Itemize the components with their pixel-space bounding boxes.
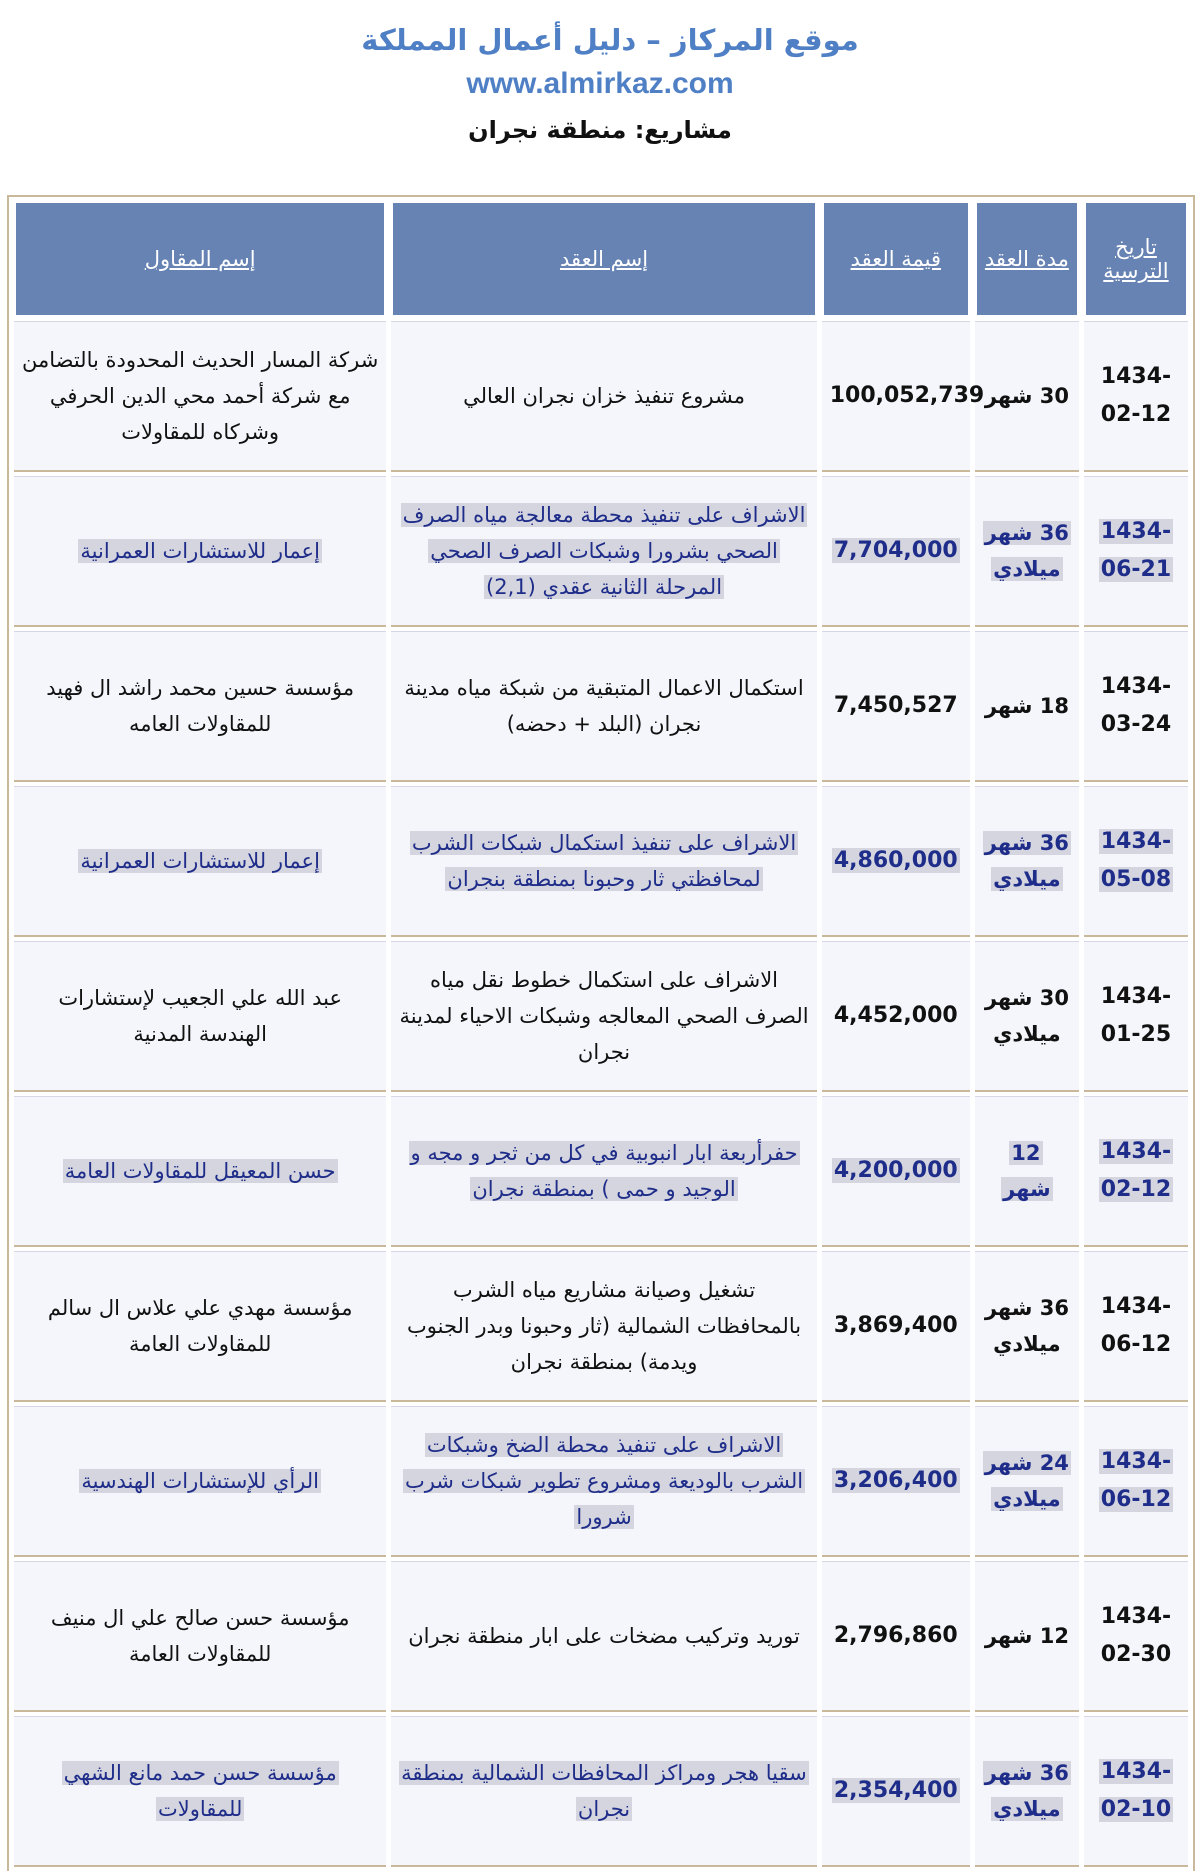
cell-date bbox=[1084, 631, 1188, 782]
cell-contractor-text: مؤسسة حسن حمد مانع الشهي للمقاولات bbox=[63, 1761, 337, 1821]
cell-contract-name-text: الاشراف على تنفيذ محطة معالجة مياه الصرف الصحي بشرورا وشبكات الصرف الصحي المرحلة الثانية عقدي (2,1) bbox=[402, 503, 806, 599]
cell-value-text: 2,796,860 bbox=[833, 1623, 958, 1648]
cell-contract-name-text: حفرأربعة ابار انبوبية في كل من ثجر و مجه و الوجيد و حمى ) بمنطقة نجران bbox=[410, 1141, 798, 1201]
cell-value-text: 4,452,000 bbox=[833, 1003, 958, 1028]
table-row bbox=[14, 941, 1188, 1092]
cell-value bbox=[822, 941, 970, 1092]
cell-duration bbox=[975, 631, 1079, 782]
table-row bbox=[14, 1096, 1188, 1247]
column-header-contract-name: إسم العقد bbox=[391, 201, 816, 317]
cell-contractor-text: مؤسسة حسين محمد راشد ال فهيد للمقاولات العامه bbox=[46, 676, 355, 736]
cell-contractor bbox=[14, 476, 386, 627]
cell-contractor-text: شركة المسار الحديث المحدودة بالتضامن مع شركة أحمد محي الدين الحرفي وشركاه للمقاولات bbox=[22, 348, 379, 444]
cell-duration-text: 12 شهر bbox=[984, 1624, 1069, 1648]
cell-contract-name-text: الاشراف على تنفيذ استكمال شبكات الشرب لمحافظتي ثار وحبونا بمنطقة بنجران bbox=[411, 831, 797, 891]
cell-duration-text: 36 شهر ميلادي bbox=[984, 831, 1069, 891]
table-row bbox=[14, 1251, 1188, 1402]
cell-contract-name-text: استكمال الاعمال المتبقية من شبكة مياه مدينة نجران (البلد + دحضه) bbox=[404, 676, 804, 736]
cell-contractor bbox=[14, 321, 386, 472]
cell-date bbox=[1084, 1716, 1188, 1867]
cell-duration bbox=[975, 1406, 1079, 1557]
table-row bbox=[14, 1716, 1188, 1867]
cell-date-text: 1434-02-12 bbox=[1100, 364, 1172, 427]
table-row bbox=[14, 786, 1188, 937]
cell-contractor-text: الرأي للإستشارات الهندسية bbox=[81, 1469, 319, 1493]
cell-contractor-text: مؤسسة مهدي علي علاس ال سالم للمقاولات العامة bbox=[47, 1296, 353, 1356]
cell-contractor bbox=[14, 1716, 386, 1867]
projects-table bbox=[7, 195, 1195, 1871]
cell-contract-name bbox=[391, 941, 816, 1092]
cell-duration bbox=[975, 786, 1079, 937]
cell-duration bbox=[975, 941, 1079, 1092]
table-body bbox=[14, 321, 1188, 1867]
cell-duration-text: 36 شهر ميلادي bbox=[984, 1761, 1069, 1821]
cell-date bbox=[1084, 1251, 1188, 1402]
cell-value bbox=[822, 786, 970, 937]
cell-date-text: 1434-06-21 bbox=[1100, 519, 1172, 582]
cell-contractor bbox=[14, 631, 386, 782]
cell-duration-text: 36 شهر ميلادي bbox=[984, 521, 1069, 581]
cell-contract-name bbox=[391, 631, 816, 782]
projects-table-container bbox=[7, 195, 1195, 1871]
cell-contractor bbox=[14, 941, 386, 1092]
site-url-link[interactable]: www.almirkaz.com bbox=[466, 67, 734, 100]
cell-value-text: 4,200,000 bbox=[833, 1158, 958, 1183]
cell-date-text: 1434-05-08 bbox=[1100, 829, 1172, 892]
cell-contract-name bbox=[391, 321, 816, 472]
cell-value-text: 3,869,400 bbox=[833, 1313, 958, 1338]
cell-contract-name bbox=[391, 1251, 816, 1402]
column-header-date: تاريخ الترسية bbox=[1084, 201, 1188, 317]
cell-contract-name-text: توريد وتركيب مضخات على ابار منطقة نجران bbox=[408, 1624, 800, 1648]
cell-value bbox=[822, 631, 970, 782]
cell-value-text: 3,206,400 bbox=[833, 1468, 958, 1493]
cell-value-text: 7,704,000 bbox=[833, 538, 958, 563]
cell-value bbox=[822, 321, 985, 472]
table-header-row bbox=[14, 201, 1188, 317]
cell-duration-text: 18 شهر bbox=[984, 694, 1069, 718]
cell-duration bbox=[975, 476, 1079, 627]
cell-contract-name bbox=[391, 1406, 816, 1557]
cell-contractor bbox=[14, 1561, 386, 1712]
cell-date bbox=[1084, 476, 1188, 627]
cell-date-text: 1434-06-12 bbox=[1100, 1294, 1172, 1357]
cell-duration bbox=[975, 321, 1079, 472]
page-subtitle: مشاريع: منطقة نجران bbox=[468, 116, 732, 144]
cell-contract-name bbox=[391, 1561, 816, 1712]
cell-value bbox=[822, 1251, 970, 1402]
cell-contract-name bbox=[391, 1096, 816, 1247]
cell-contractor bbox=[14, 1406, 386, 1557]
cell-duration-text: 12 شهر bbox=[1003, 1141, 1051, 1201]
cell-date-text: 1434-01-25 bbox=[1100, 984, 1172, 1047]
cell-duration-text: 30 شهر ميلادي bbox=[984, 986, 1069, 1046]
cell-contract-name bbox=[391, 476, 816, 627]
column-header-duration: مدة العقد bbox=[975, 201, 1079, 317]
cell-value bbox=[822, 1716, 970, 1867]
cell-date bbox=[1084, 1096, 1188, 1247]
cell-contract-name bbox=[391, 1716, 816, 1867]
cell-date-text: 1434-02-30 bbox=[1100, 1604, 1172, 1667]
cell-date-text: 1434-03-24 bbox=[1100, 674, 1172, 737]
cell-contractor-text: عبد الله علي الجعيب لإستشارات الهندسة المدنية bbox=[58, 986, 343, 1046]
cell-duration bbox=[975, 1251, 1079, 1402]
cell-contractor-text: حسن المعيقل للمقاولات العامة bbox=[64, 1159, 336, 1183]
cell-contract-name-text: سقيا هجر ومراكز المحافظات الشمالية بمنطقة نجران bbox=[401, 1761, 807, 1821]
cell-date bbox=[1084, 941, 1188, 1092]
table-row bbox=[14, 1561, 1188, 1712]
cell-date bbox=[1084, 321, 1188, 472]
cell-contract-name-text: الاشراف على استكمال خطوط نقل مياه الصرف الصحي المعالجه وشبكات الاحياء لمدينة نجران bbox=[399, 968, 809, 1064]
cell-date-text: 1434-02-10 bbox=[1100, 1759, 1172, 1822]
cell-value-text: 2,354,400 bbox=[833, 1778, 958, 1803]
cell-duration bbox=[975, 1716, 1079, 1867]
cell-contractor-text: إعمار للاستشارات العمرانية bbox=[80, 539, 320, 563]
table-row bbox=[14, 1406, 1188, 1557]
cell-contract-name-text: مشروع تنفيذ خزان نجران العالي bbox=[463, 384, 745, 408]
column-header-contractor: إسم المقاول bbox=[14, 201, 386, 317]
cell-duration bbox=[975, 1096, 1079, 1247]
site-title: موقع المركاز – دليل أعمال المملكة bbox=[361, 23, 859, 57]
cell-duration bbox=[975, 1561, 1079, 1712]
cell-date bbox=[1084, 786, 1188, 937]
cell-value bbox=[822, 1406, 970, 1557]
column-header-value: قيمة العقد bbox=[822, 201, 970, 317]
table-row bbox=[14, 321, 1188, 472]
page-header bbox=[0, 18, 1200, 150]
cell-date-text: 1434-06-12 bbox=[1100, 1449, 1172, 1512]
cell-contractor bbox=[14, 786, 386, 937]
table-row bbox=[14, 631, 1188, 782]
cell-date bbox=[1084, 1406, 1188, 1557]
cell-contract-name-text: تشغيل وصيانة مشاريع مياه الشرب بالمحافظات الشمالية (ثار وحبونا وبدر الجنوب ويدمة) بمنطقة نجران bbox=[407, 1278, 802, 1374]
table-row bbox=[14, 476, 1188, 627]
cell-contractor-text: إعمار للاستشارات العمرانية bbox=[80, 849, 320, 873]
cell-contractor-text: مؤسسة حسن صالح علي ال منيف للمقاولات العامة bbox=[50, 1606, 350, 1666]
cell-value-text: 100,052,739 bbox=[829, 383, 985, 408]
cell-value-text: 4,860,000 bbox=[833, 848, 958, 873]
cell-contract-name bbox=[391, 786, 816, 937]
cell-value bbox=[822, 476, 970, 627]
cell-duration-text: 24 شهر ميلادي bbox=[984, 1451, 1069, 1511]
cell-contractor bbox=[14, 1096, 386, 1247]
cell-duration-text: 36 شهر ميلادي bbox=[984, 1296, 1069, 1356]
cell-date-text: 1434-02-12 bbox=[1100, 1139, 1172, 1202]
cell-value bbox=[822, 1561, 970, 1712]
cell-value bbox=[822, 1096, 970, 1247]
cell-value-text: 7,450,527 bbox=[833, 693, 958, 718]
cell-duration-text: 30 شهر bbox=[984, 384, 1069, 408]
cell-contract-name-text: الاشراف على تنفيذ محطة الضخ وشبكات الشرب بالوديعة ومشروع تطوير شبكات شرب شرورا bbox=[404, 1433, 804, 1529]
cell-contractor bbox=[14, 1251, 386, 1402]
cell-date bbox=[1084, 1561, 1188, 1712]
